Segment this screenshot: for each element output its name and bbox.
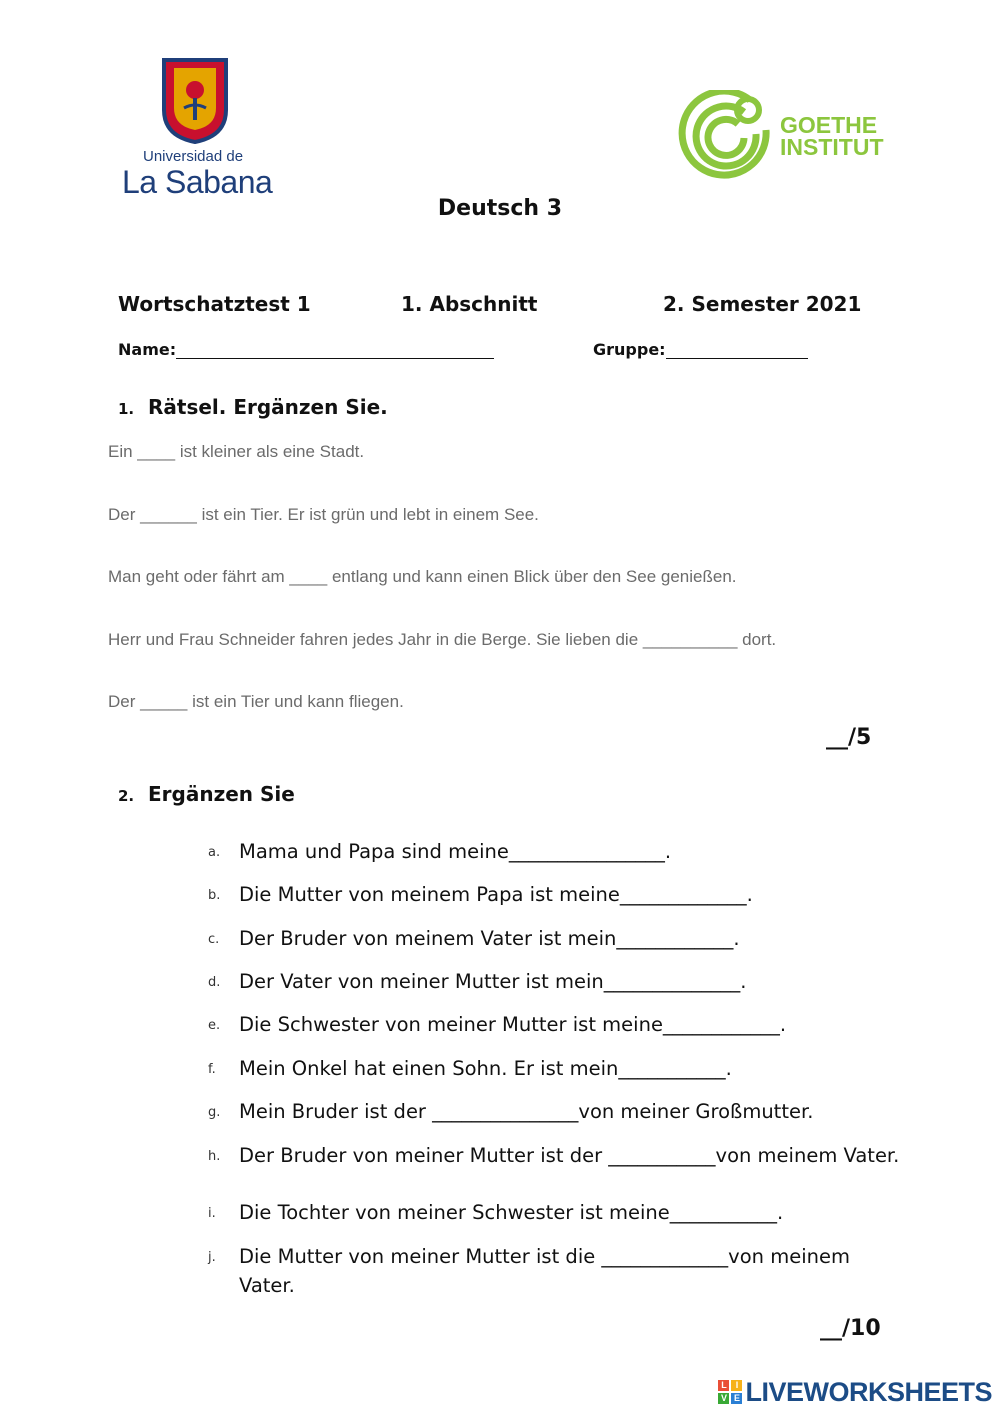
name-label: Name:: [118, 340, 177, 359]
section2-score: __/10: [820, 1316, 881, 1341]
test-name: Wortschatztest 1: [118, 292, 311, 316]
page-title: Deutsch 3: [437, 196, 563, 221]
item-text: Die Tochter von meiner Schwester ist meine___________.: [239, 1201, 784, 1224]
item-letter: d.: [208, 974, 221, 990]
sabana-logo-line2: La Sabana: [122, 164, 273, 200]
riddle-4[interactable]: Herr und Frau Schneider fahren jedes Jahr in die Berge. Sie lieben die __________ dort.: [108, 630, 777, 649]
section1-number: 1.: [118, 400, 135, 418]
item-letter: i.: [208, 1205, 216, 1221]
liveworksheets-icon: [718, 1380, 742, 1404]
item-text: Der Vater von meiner Mutter ist mein______________.: [239, 970, 747, 993]
sabana-logo-line1: Universidad de: [143, 148, 244, 165]
item-letter: b.: [208, 887, 221, 903]
item-text: Der Bruder von meiner Mutter ist der ___________von meinem Vater.: [239, 1144, 900, 1167]
item-letter: f.: [208, 1061, 216, 1077]
universidad-de-la-sabana-logo: [118, 58, 278, 198]
goethe-logo-line2: INSTITUT: [780, 134, 884, 160]
icon-letter: V: [718, 1393, 729, 1404]
name-input-line[interactable]: [176, 341, 494, 359]
exercise-item-b[interactable]: [208, 881, 753, 910]
exercise-item-j[interactable]: [208, 1243, 850, 1300]
icon-letter: I: [731, 1380, 742, 1391]
semester-label: 2. Semester 2021: [663, 292, 862, 316]
sabana-crest-icon: [162, 58, 228, 144]
item-letter: h.: [208, 1148, 221, 1164]
item-text: Die Mutter von meinem Papa ist meine_____________.: [239, 883, 753, 906]
exercise-item-d[interactable]: [208, 968, 746, 997]
item-text-continuation: Vater.: [239, 1273, 295, 1297]
item-letter: e.: [208, 1017, 221, 1033]
item-text: Mein Bruder ist der _______________von meiner Großmutter.: [239, 1100, 814, 1123]
exercise-item-g[interactable]: [208, 1098, 813, 1127]
item-letter: a.: [208, 844, 221, 860]
exercise-item-c[interactable]: [208, 925, 740, 954]
icon-letter: L: [718, 1380, 729, 1391]
liveworksheets-brand: LIVEWORKSHEETS: [745, 1376, 992, 1407]
exercise-item-h[interactable]: [208, 1142, 899, 1171]
item-text: Die Schwester von meiner Mutter ist meine____________.: [239, 1013, 787, 1036]
group-label: Gruppe:: [593, 340, 666, 359]
item-text: Mama und Papa sind meine________________.: [239, 840, 672, 863]
exercise-item-a[interactable]: [208, 838, 671, 867]
item-letter: c.: [208, 931, 220, 947]
item-text: Mein Onkel hat einen Sohn. Er ist mein___________.: [239, 1057, 732, 1080]
exercise-item-i[interactable]: [208, 1199, 783, 1228]
goethe-logo-line1: GOETHE: [780, 112, 878, 138]
liveworksheets-watermark: [718, 1376, 992, 1408]
item-letter: g.: [208, 1104, 221, 1120]
riddle-2[interactable]: Der ______ ist ein Tier. Er ist grün und lebt in einem See.: [108, 505, 539, 524]
exercise-item-f[interactable]: [208, 1055, 732, 1084]
riddle-3[interactable]: Man geht oder fährt am ____ entlang und kann einen Blick über den See genießen.: [108, 567, 737, 586]
section2-heading: [118, 782, 295, 806]
exercise-item-e[interactable]: [208, 1011, 786, 1040]
section2-number: 2.: [118, 787, 135, 805]
section1-score: __/5: [826, 725, 872, 750]
section2-title: Ergänzen Sie: [148, 782, 295, 806]
goethe-institut-logo: [678, 90, 884, 185]
icon-letter: E: [731, 1393, 742, 1404]
group-input-line[interactable]: [666, 341, 808, 359]
item-letter: j.: [208, 1249, 216, 1265]
goethe-spiral-icon: [678, 90, 773, 185]
section1-heading: [118, 395, 388, 419]
riddle-1[interactable]: Ein ____ ist kleiner als eine Stadt.: [108, 442, 365, 461]
section-label: 1. Abschnitt: [401, 292, 538, 316]
item-text: Die Mutter von meiner Mutter ist die _____________von meinem: [239, 1245, 850, 1268]
item-text: Der Bruder von meinem Vater ist mein____________.: [239, 927, 740, 950]
group-field[interactable]: [593, 340, 808, 359]
name-field[interactable]: [118, 340, 494, 359]
riddle-5[interactable]: Der _____ ist ein Tier und kann fliegen.: [108, 692, 404, 711]
section1-title: Rätsel. Ergänzen Sie.: [148, 395, 388, 419]
